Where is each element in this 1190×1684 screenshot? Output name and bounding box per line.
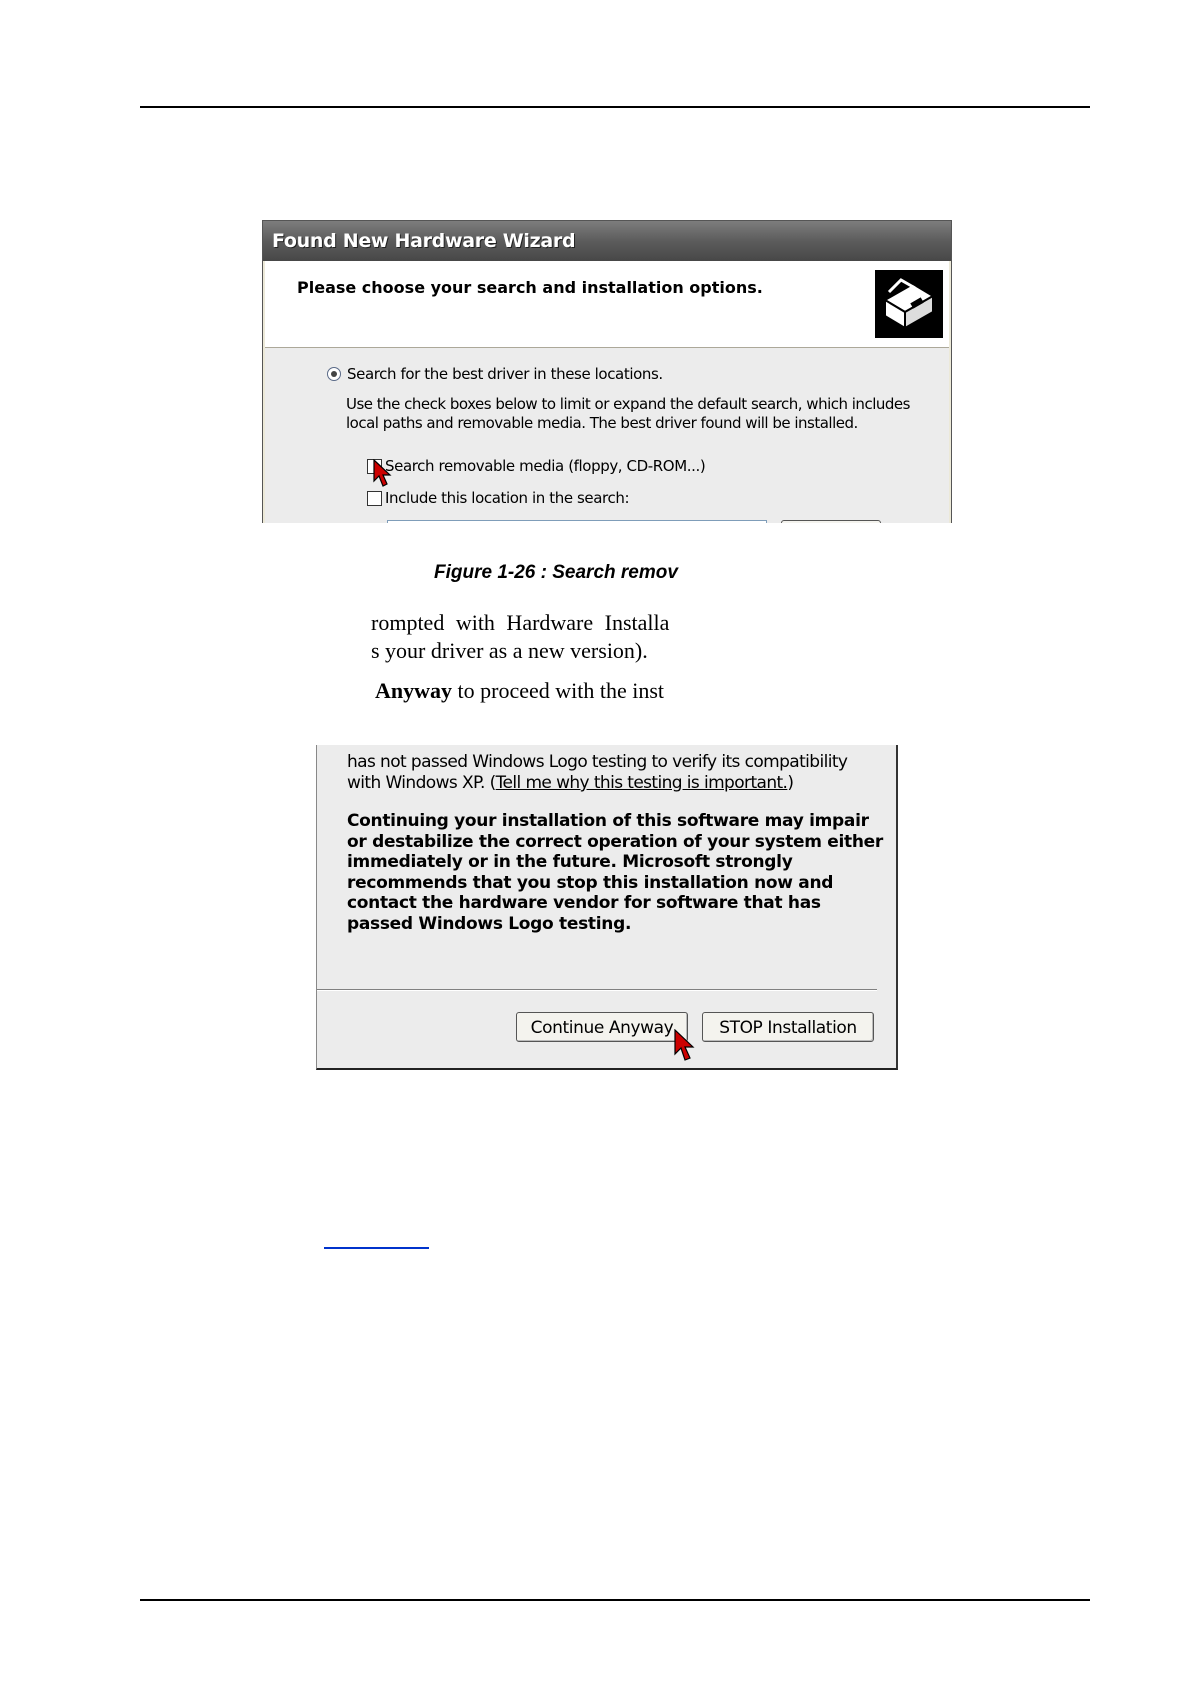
- body-text-line-2: s your driver as a new version).: [371, 638, 648, 663]
- continue-anyway-button[interactable]: Continue Anyway: [516, 1012, 688, 1042]
- wizard-header-title: Please choose your search and installation options.: [297, 278, 763, 297]
- include-location-option[interactable]: [367, 489, 629, 507]
- warning-text: [347, 752, 867, 794]
- dialog-separator: [317, 989, 877, 991]
- wizard-screenshot: [262, 220, 952, 523]
- warning-bold-text: Continuing your installation of this software may impair or destabilize the correct operation of your system either immediately or in the future. Microsoft strongly recommends that you stop this installation now and contact the hardware vendor for software that has passed Windows Logo testing.: [347, 811, 883, 934]
- removable-media-option[interactable]: [367, 457, 705, 475]
- header-rule: [140, 106, 1090, 108]
- body-text-rest: to proceed with the inst: [452, 678, 665, 703]
- removable-media-label: Search removable media (floppy, CD-ROM...): [385, 457, 706, 475]
- wizard-title: Found New Hardware Wizard: [263, 221, 951, 261]
- hardware-icon: [875, 270, 943, 338]
- cursor-arrow-icon: [373, 459, 393, 489]
- testing-info-link[interactable]: Tell me why this testing is important.: [495, 773, 788, 793]
- body-text-line-3: [375, 677, 664, 705]
- location-input[interactable]: [387, 520, 767, 523]
- warning-screenshot: [316, 745, 898, 1070]
- cursor-arrow-icon: [674, 1029, 696, 1063]
- warning-text-prefix: has not passed Windows Logo testing to verify its compatibility with Windows XP. (: [347, 752, 848, 793]
- body-text-line-1: rompted with Hardware Installa: [371, 610, 670, 635]
- wizard-header: [265, 261, 949, 348]
- search-description: Use the check boxes below to limit or expand the default search, which includes local paths and removable media. The best driver found will be installed.: [346, 395, 910, 432]
- search-locations-option[interactable]: [327, 365, 663, 383]
- figure-caption: Figure 1-26 : Search remov: [434, 562, 678, 583]
- include-location-checkbox[interactable]: [367, 491, 382, 506]
- stop-installation-button[interactable]: STOP Installation: [702, 1012, 874, 1042]
- footer-rule: [140, 1599, 1090, 1601]
- hyperlink-underline[interactable]: [324, 1247, 429, 1249]
- wizard-body: [265, 348, 949, 523]
- radio-selected-icon[interactable]: [327, 367, 341, 381]
- radio-label: Search for the best driver in these locations.: [347, 365, 663, 383]
- include-location-label: Include this location in the search:: [385, 489, 630, 507]
- browse-button[interactable]: [781, 520, 881, 523]
- warning-text-suffix: ): [787, 773, 794, 793]
- body-text-bold: Anyway: [375, 678, 453, 703]
